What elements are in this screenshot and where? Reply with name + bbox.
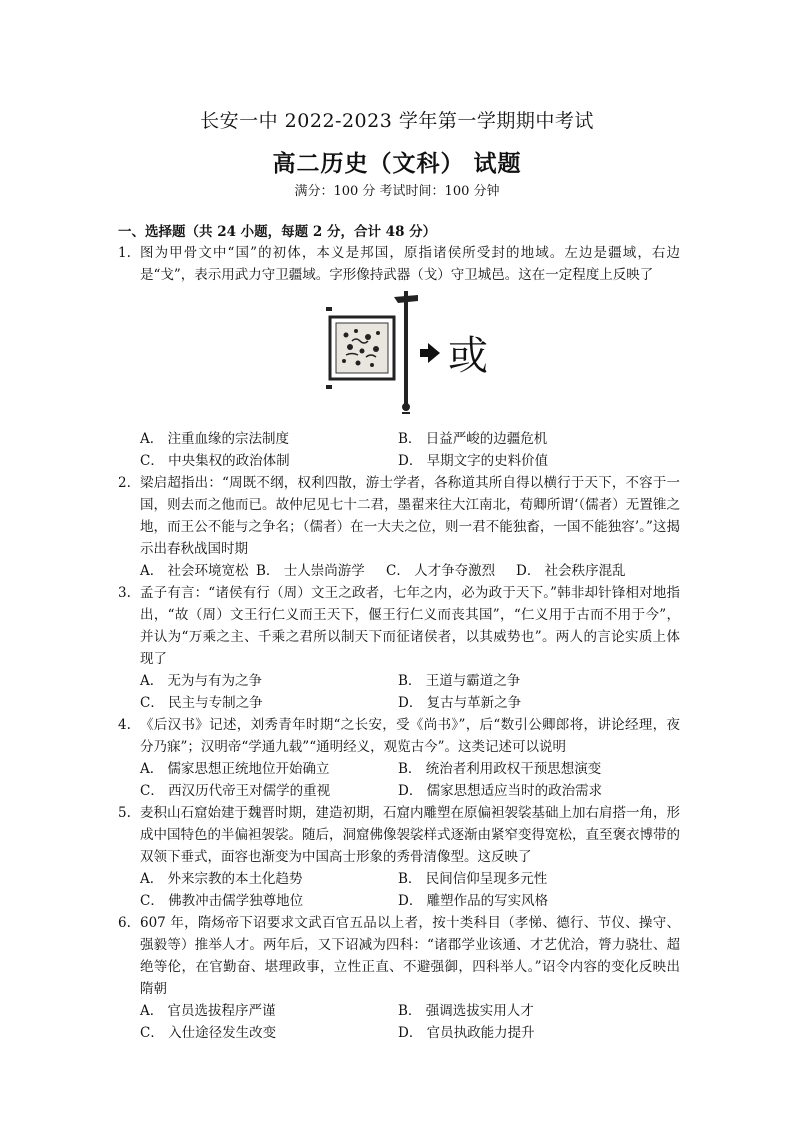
option-d[interactable]: D． 早期文字的史料价值 [398,453,549,469]
option-c[interactable]: C． 佛教冲击儒学独尊地位 [140,893,304,909]
halberd-ge-glyph [394,291,418,413]
question-number: 4. [118,717,131,733]
option-d[interactable]: D． 社会秩序混乱 [516,563,626,579]
options-q6 [140,1000,680,1044]
option-d[interactable]: D． 儒家思想适应当时的政治需求 [398,783,603,799]
option-b[interactable]: B． 民间信仰呈现多元性 [398,871,548,887]
question-2 [118,472,680,560]
option-c[interactable]: C． 人才争夺激烈 [386,563,496,579]
option-b[interactable]: B． 士人崇尚游学 [256,563,365,579]
option-a[interactable]: A． 无为与有为之争 [140,673,263,689]
question-6 [118,912,680,1000]
question-stem: 孟子有言：“诸侯有行（周）文王之政者，七年之内，必为政于天下。”韩非却针锋相对地指出，“故（周）文王行仁义而王天下，偃王行仁义而丧其国”，“仁义用于古而不用于今”，并认为“万乘之主、千乘之君所以制天下而征诸侯者，以其威势也”。两人的言论实质上体现了 [140,585,680,667]
options-q2 [140,560,680,582]
score-line: 满分：100 分 考试时间：100 分钟 [294,184,500,199]
question-number: 6. [118,915,131,931]
question-number: 1. [118,245,131,261]
modern-character-glyph: 或 [448,333,488,379]
option-d[interactable]: D． 雕塑作品的写实风格 [398,893,549,909]
option-a[interactable]: A． 外来宗教的本土化趋势 [140,871,303,887]
exam-title: 长安一中 2022-2023 学年第一学期期中考试 [200,110,594,132]
option-d[interactable]: D． 官员执政能力提升 [398,1025,535,1041]
question-number: 5. [118,805,131,821]
option-a[interactable]: A． 社会环境宽松 [140,563,249,579]
section-title: 一、选择题（共 24 小题，每题 2 分，合计 48 分） [118,224,437,240]
options-q1 [140,428,680,472]
question-4 [118,714,680,758]
right-arrow-icon [420,343,440,363]
option-c[interactable]: C． 西汉历代帝王对儒学的重视 [140,783,331,799]
question-stem: 607 年，隋炀帝下诏要求文武百官五品以上者，按十类科目（孝悌、德行、节仪、操守、强毅等）推举人才。两年后，又下诏减为四科：“诸郡学业该通、才艺优洽，膂力骁壮、超绝等伦，在官勤奋、堪理政事，立性正直、不避强御，四科举人。”诏令内容的变化反映出隋朝 [140,915,680,997]
option-a[interactable]: A． 官员选拔程序严谨 [140,1003,276,1019]
question-5 [118,802,680,868]
option-b[interactable]: B． 强调选拔实用人才 [398,1003,534,1019]
oracle-bone-figure [322,285,502,417]
question-stem: 麦积山石窟始建于魏晋时期，建造初期，石窟内雕塑在原偏袒袈裟基础上加右肩搭一角，形成中国特色的半偏袒袈裟。随后，洞窟佛像袈裟样式逐渐由紧窄变得宽松，直至褒衣博带的双领下垂式，面容也渐变为中国高士形象的秀骨清像型。这反映了 [140,805,680,865]
options-q5 [140,868,680,912]
option-a[interactable]: A． 注重血缘的宗法制度 [140,431,290,447]
option-a[interactable]: A． 儒家思想正统地位开始确立 [140,761,330,777]
option-b[interactable]: B． 统治者利用政权干预思想演变 [398,761,602,777]
question-1 [118,242,680,286]
question-stem: 《后汉书》记述，刘秀青年时期“之长安，受《尚书》”，后“数引公卿郎将，讲论经理，夜分乃寐”；汉明帝“学通九载”“通明经义，观览古今”。这类记述可以说明 [140,717,680,755]
subject-title: 高二历史（文科） 试题 [272,150,522,177]
option-b[interactable]: B． 王道与霸道之争 [398,673,521,689]
question-stem: 图为甲骨文中“国”的初体，本义是邦国，原指诸侯所受封的地域。左边是疆域，右边是“戈”，表示用武力守卫疆域。字形像持武器（戈）守卫城邑。这在一定程度上反映了 [140,245,680,283]
question-stem: 梁启超指出：“周既不纲，权利四散，游士学者，各称道其所自得以横行于天下，不容于一国，则去而之他而已。故仲尼见七十二君，墨翟来往大江南北，荀卿所谓‘（儒者）无置锥之地，而王公不能与之争名；（儒者）在一大夫之位，则一君不能独畜，一国不能独容’。”这揭示出春秋战国时期 [140,475,680,557]
option-c[interactable]: C． 民主与专制之争 [140,695,263,711]
option-c[interactable]: C． 中央集权的政治体制 [140,453,290,469]
oracle-bone-glyph-image [322,285,502,417]
options-q3 [140,670,680,714]
option-d[interactable]: D． 复古与革新之争 [398,695,522,711]
option-b[interactable]: B． 日益严峻的边疆危机 [398,431,548,447]
question-3 [118,582,680,670]
options-q4 [140,758,680,802]
option-c[interactable]: C． 入仕途径发生改变 [140,1025,277,1041]
question-number: 2. [118,475,131,491]
oracle-bone-territory-glyph [326,307,394,389]
question-number: 3. [118,585,131,601]
